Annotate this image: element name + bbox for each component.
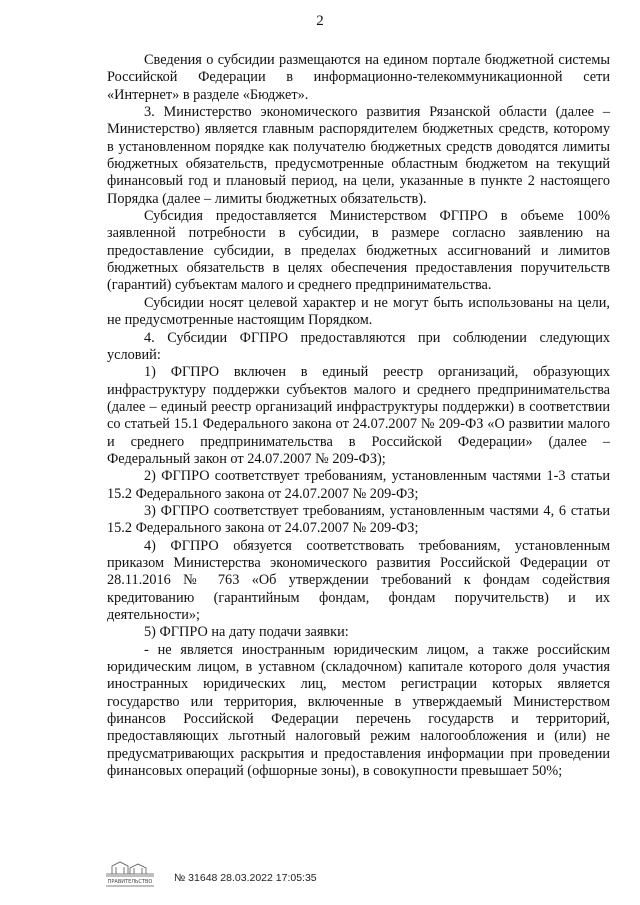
condition-2: 2) ФГПРО соответствует требованиям, установленным частями 1-3 статьи 15.2 Федерального закона от 24.07.2007 № 209-ФЗ; bbox=[107, 468, 610, 502]
condition-3: 3) ФГПРО соответствует требованиям, установленным частями 4, 6 статьи 15.2 Федерального закона от 24.07.2007 № 209-ФЗ; bbox=[107, 502, 610, 537]
paragraph-targeted-purpose: Субсидии носят целевой характер и не могут быть использованы на цели, не предусмотренные настоящим Порядком. bbox=[107, 294, 610, 329]
document-body bbox=[107, 52, 610, 780]
government-stamp-icon bbox=[102, 860, 158, 890]
condition-1: 1) ФГПРО включен в единый реестр организаций, образующих инфраструктуру поддержки субъектов малого и среднего предпринимательства (далее – единый реестр организаций инфраструктуры поддержки) в соответствии со статьей 15.1 Федерального закона от 24.07.2007 № 209-ФЗ «О развитии малого и среднего предпринимательства в Российской Федерации» (далее – Федеральный закон от 24.07.2007 № 209-ФЗ); bbox=[107, 364, 610, 467]
stamp-label: ПРАВИТЕЛЬСТВО bbox=[107, 879, 153, 885]
condition-5-item-foreign: - не является иностранным юридическим лицом, а также российским юридическим лицом, в уставном (складочном) капитале которого доля участия иностранных юридических лиц, местом регистрации которых является государство или территория, включенные в утверждаемый Министерством финансов Российской Федерации перечень государств и территорий, предоставляющих льготный налоговый режим налогообложения и (или) не предусматривающих раскрытия и предоставления информации при проведении финансовых операций (офшорные зоны), в совокупности превышает 50%; bbox=[107, 641, 610, 780]
paragraph-subsidy-info: Сведения о субсидии размещаются на едином портале бюджетной системы Российской Федерации в информационно-телекоммуникационной сети «Интернет» в разделе «Бюджет». bbox=[107, 52, 610, 103]
paragraph-3-ministry: 3. Министерство экономического развития Рязанской области (далее – Министерство) является главным распорядителем бюджетных средств, которому в установленном порядке как получателю бюджетных средств доводятся лимиты бюджетных обязательств, предусмотренные областным бюджетом на текущий финансовый год и плановый период, на цели, указанные в пункте 2 настоящего Порядка (далее – лимиты бюджетных обязательств). bbox=[107, 104, 610, 207]
condition-4: 4) ФГПРО обязуется соответствовать требованиям, установленным приказом Министерства экономического развития Российской Федерации от 28.11.2016 № 763 «Об утверждении требований к фондам содействия кредитованию (гарантийным фондам, фондам поручительств) и их деятельности»; bbox=[107, 537, 610, 623]
paragraph-4-conditions: 4. Субсидии ФГПРО предоставляются при соблюдении следующих условий: bbox=[107, 329, 610, 363]
document-registration-info: № 31648 28.03.2022 17:05:35 bbox=[174, 872, 317, 884]
condition-5: 5) ФГПРО на дату подачи заявки: bbox=[144, 624, 349, 641]
paragraph-subsidy-volume: Субсидия предоставляется Министерством ФГПРО в объеме 100% заявленной потребности в субсидии, в размере согласно заявлению на предоставление субсидии, в пределах бюджетных ассигнований и лимитов бюджетных обязательств в целях обеспечения предоставления поручительств (гарантий) субъектам малого и среднего предпринимательства. bbox=[107, 208, 610, 294]
document-footer bbox=[102, 860, 522, 890]
page-number: 2 bbox=[316, 13, 324, 29]
